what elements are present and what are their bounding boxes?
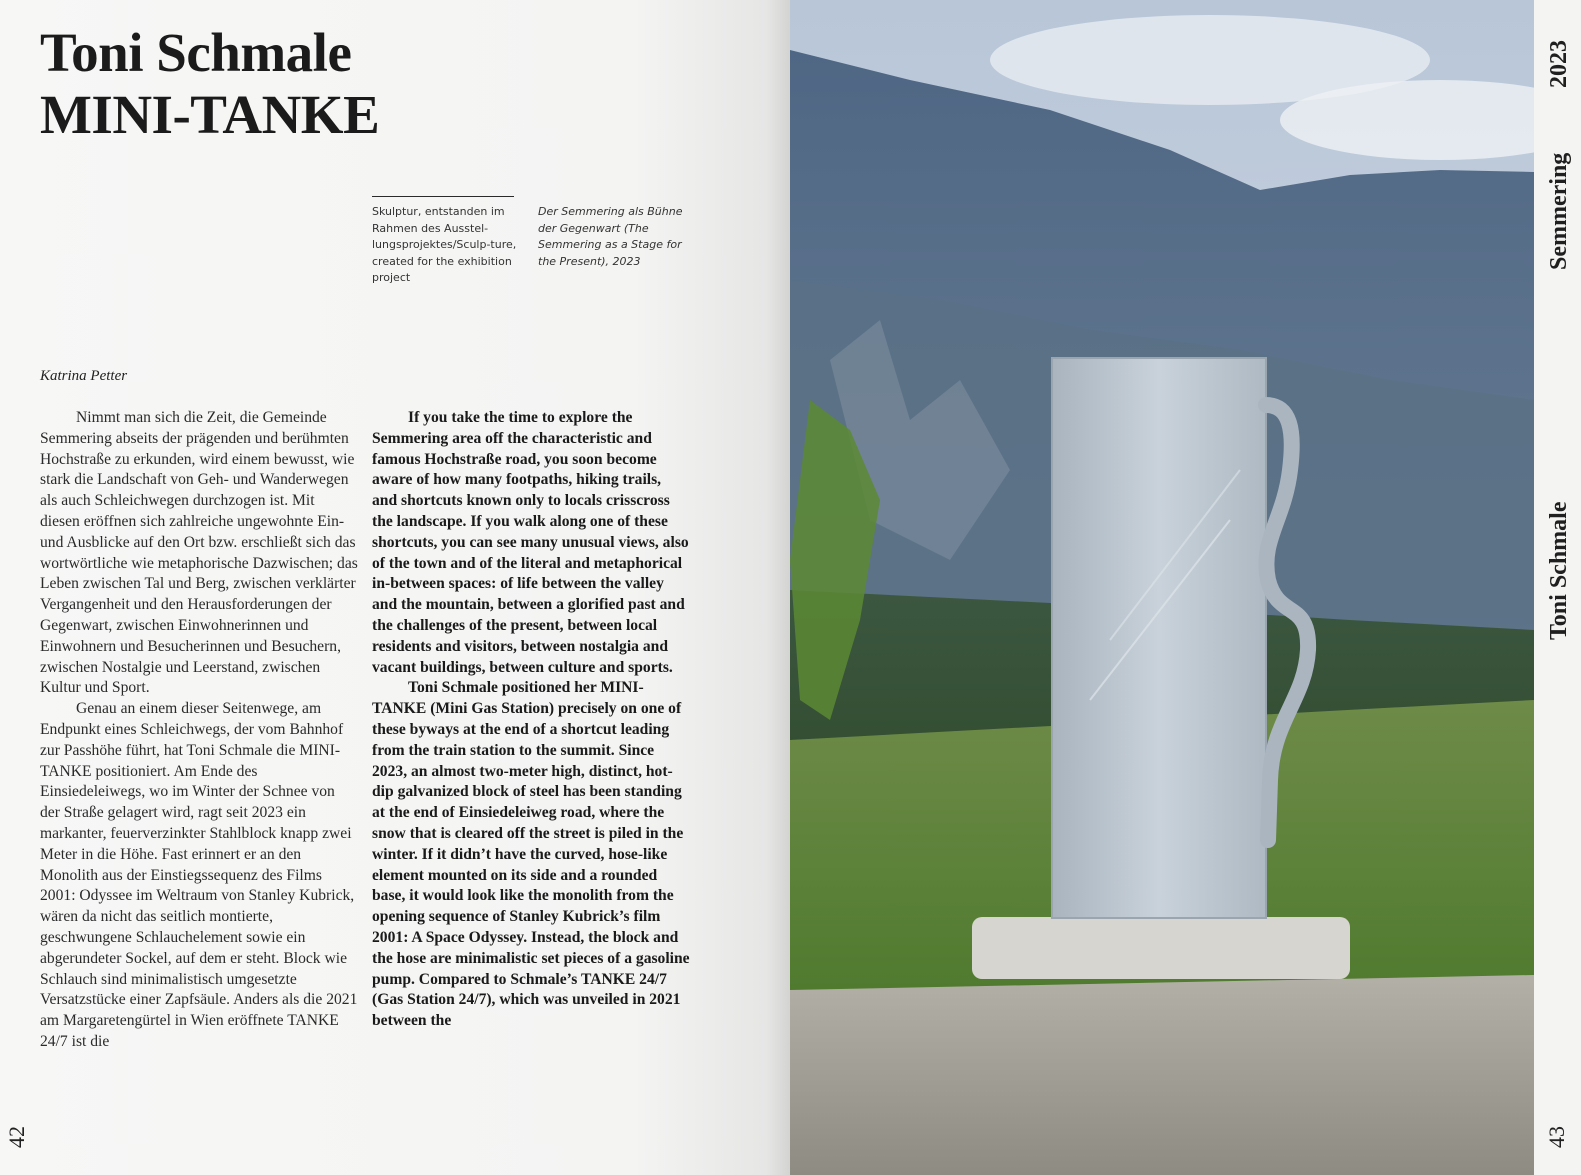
left-page bbox=[0, 0, 790, 1175]
landscape-photo-illustration bbox=[790, 0, 1534, 1175]
steel-monolith bbox=[1052, 358, 1266, 918]
concrete-base bbox=[972, 917, 1350, 979]
sculpture-photograph bbox=[790, 0, 1534, 1175]
article-title bbox=[40, 22, 379, 146]
right-page bbox=[790, 0, 1581, 1175]
running-head-section: Semmering bbox=[1546, 152, 1572, 270]
english-text-column bbox=[372, 408, 690, 1032]
running-head-year: 2023 bbox=[1546, 40, 1572, 88]
work-title-heading: MINI-TANKE bbox=[40, 84, 380, 145]
gravel-path bbox=[790, 975, 1534, 1175]
german-paragraph: Genau an einem dieser Seitenwege, am Endpunkt eines Schleichwegs, der vom Bahnhof zur Passhöhe führt, hat Toni Schmale die MINI-TANKE positioniert. Am Ende des Einsiedeleiwegs, wo im Winter der Schnee von der Straße gelagert wird, ragt seit 2023 ein markanter, feuerverzinkter Stahlblock knapp zwei Meter in die Höhe. Fast erinnert er an den Monolith aus der Einstiegssequenz des Films 2001: Odyssee im Weltraum von Stanley Kubrick, wären da nicht das seitlich montierte, geschwungene Schlauchelement sowie ein abgerundeter Sockel, auf dem er steht. Block wie Schlauch sind minimalistisch umgesetzte Versatzstücke einer Zapfsäule. Anders als die 2021 am Margaretengürtel in Wien eröffnete TANKE 24/7 ist die bbox=[40, 700, 358, 1050]
author-name: Katrina Petter bbox=[40, 368, 128, 384]
running-head-artist: Toni Schmale bbox=[1546, 501, 1572, 640]
caption-work-type: Skulptur, entstanden im Rahmen des Ausstel-lungsprojektes/Sculp-ture, created for the exhibition project bbox=[372, 205, 517, 284]
english-paragraph: Toni Schmale positioned her MINI-TANKE (Mini Gas Station) precisely on one of these byways at the end of a shortcut leading from the train station to the summit. Since 2023, an almost two-meter high, distinct, hot-dip galvanized block of steel has been standing at the end of Einsiedeleiweg road, where the snow that is cleared off the street is piled in the winter. If it didn’t have the curved, hose-like element mounted on its side and a rounded base, it would look like the monolith from the opening sequence of Stanley Kubrick’s film 2001: A Space Odyssey. Instead, the block and the hose are minimalistic set pieces of a gasoline pump. Compared to Schmale’s TANKE 24/7 (Gas Station 24/7), which was unveiled in 2021 between the bbox=[372, 679, 690, 1030]
german-paragraph: Nimmt man sich die Zeit, die Gemeinde Semmering abseits der prägenden und berühmten Hochstraße zu erkunden, wird einem bewusst, wie stark die Landschaft von Geh- und Wanderwegen als auch Schleichwegen durchzogen ist. Mit diesen eröffnen sich zahlreiche ungewohnte Ein- und Ausblicke auf den Ort bzw. erschließt sich das wortwörtliche wie metaphorische Dazwischen; das Leben zwischen Tal und Berg, zwischen verklärter Vergangenheit und den Herausforderungen der Gegenwart, zwischen Einwohnerinnen und Einwohnern und Besucherinnen und Besuchern, zwischen Nostalgie und Leerstand, zwischen Kultur und Sport. bbox=[40, 409, 358, 697]
caption-project-title: Der Semmering als Bühne der Gegenwart (The Semmering as a Stage for the Present), 2023 bbox=[538, 205, 683, 268]
english-paragraph: If you take the time to explore the Semmering area off the characteristic and famous Hochstraße road, you soon become aware of how many footpaths, hiking trails, and shortcuts known only to locals crisscross the landscape. If you walk along one of these shortcuts, you can see many unusual views, also of the town and of the literal and metaphorical in-between spaces: of life between the valley and the mountain, between a glorified past and the challenges of the present, between local residents and visitors, between nostalgia and vacant buildings, between culture and sports. bbox=[372, 409, 689, 676]
german-text-column bbox=[40, 408, 358, 1053]
page-number-left: 42 bbox=[4, 1126, 29, 1148]
artist-name-heading: Toni Schmale bbox=[40, 22, 352, 83]
caption-divider bbox=[372, 196, 514, 197]
page-number-right: 43 bbox=[1544, 1126, 1569, 1148]
